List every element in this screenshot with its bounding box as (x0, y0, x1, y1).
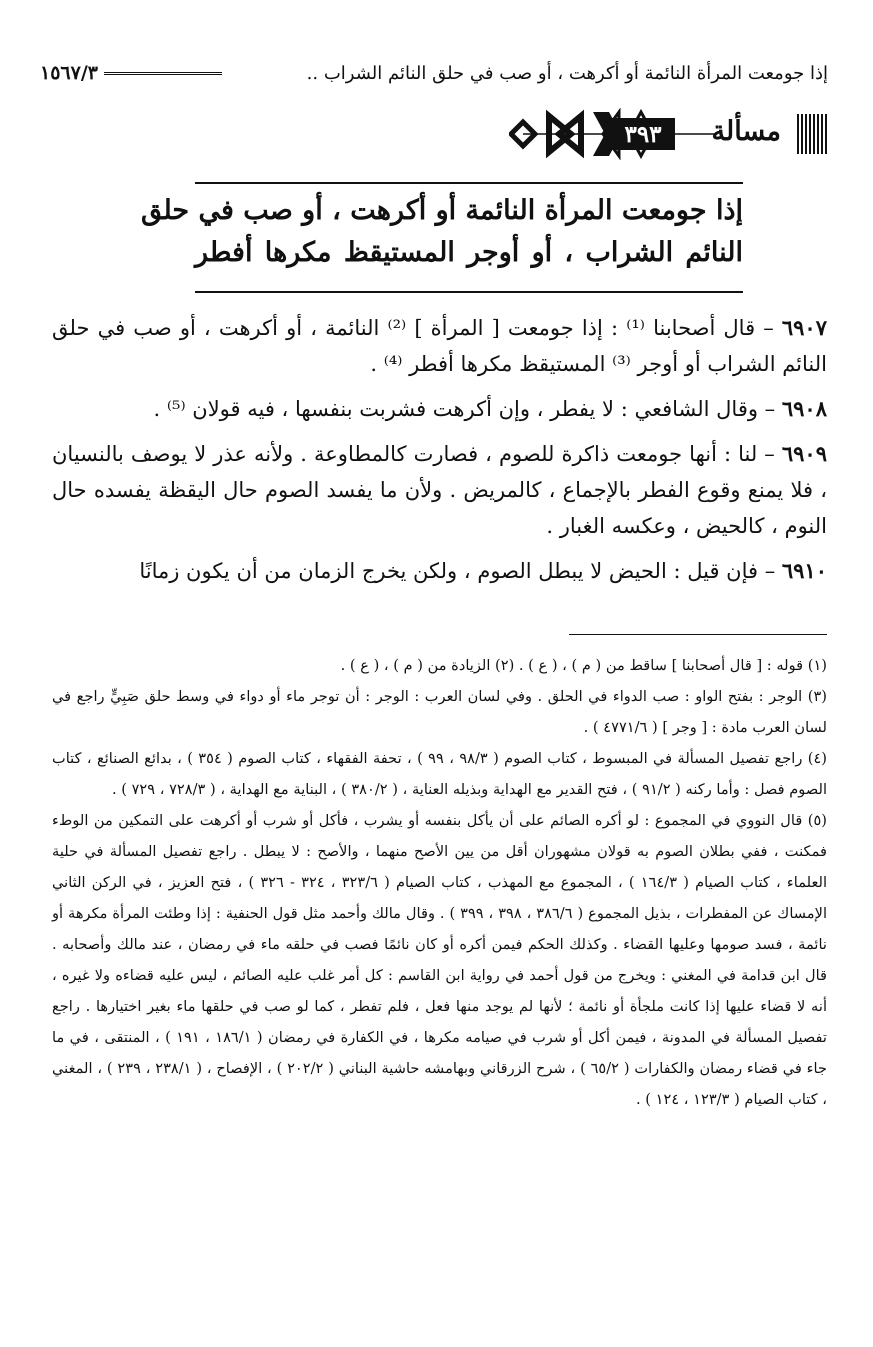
body-text (52, 310, 827, 598)
paragraph-number: ٦٩٠٧ (781, 315, 827, 340)
paragraph-number: ٦٩٠٨ (781, 396, 827, 421)
paragraph-text: – لنا : أنها جومعت ذاكرة للصوم ، فصارت كالمطاوعة . ولأنه عذر لا يوصف بالنسيان ، فلا يمنع وقوع الفطر بالإجماع ، كالمريض . ولأن ما يفسد الصوم حال اليقظة يفسده حال النوم ، كالحيض ، وعكسه الغبار . (52, 442, 827, 538)
running-head (40, 56, 828, 90)
heading-line-1: إذا جومعت المرأة النائمة أو أكرهت ، أو صب في حلق (140, 195, 743, 226)
footnote-separator (569, 634, 827, 635)
masala-number-badge: ٣٩٣ (611, 118, 675, 150)
heading-top-rule (195, 182, 743, 184)
paragraph (52, 310, 827, 382)
paragraph (52, 436, 827, 544)
paragraph-text: – فإن قيل : الحيض لا يبطل الصوم ، ولكن يخرج الزمان من أن يكون زمانًا (139, 559, 782, 583)
paragraph (52, 391, 827, 427)
running-head-page-group (40, 62, 222, 84)
issue-heading (140, 190, 743, 274)
heading-line-2: النائم الشراب ، أو أوجر المستيقظ مكرها أفطر (195, 237, 743, 268)
footnote: (٤) راجع تفصيل المسألة في المبسوط ، كتاب الصوم ( ٩٨/٣ ، ٩٩ ) ، تحفة الفقهاء ، كتاب الصوم ( ٣٥٤ ) ، بدائع الصنائع ، كتاب الصوم فصل : وأما ركنه ( ٩١/٢ ) ، فتح القدير مع الهداية وبذيله العناية ، ( ٣٨٠/٢ ) ، البناية مع الهداية ، ( ٧٢٨/٣ ، ٧٢٩ ) . (52, 750, 827, 798)
heading-bottom-rule (195, 291, 743, 293)
running-head-rule (104, 72, 222, 75)
masala-header-bar (509, 108, 827, 160)
paragraph-text: – وقال الشافعي : لا يفطر ، وإن أكرهت فشربت بنفسها ، فيه قولان ⁽⁵⁾ . (153, 397, 782, 421)
paragraph-number: ٦٩٠٩ (781, 441, 827, 466)
bars-ornament (797, 114, 827, 154)
paragraph (52, 553, 827, 589)
footnote: (٥) قال النووي في المجموع : لو أكره الصائم على أن يأكل بنفسه أو يشرب ، فأكل أو شرب أو أكرهت على التمكين من الوطء فمكنت ، ففي بطلان الصوم به قولان مشهوران أقل من يين الأصح منهما ، والأصح : لا يبطل . راجع تفصيل المسألة في حلية العلماء ، كتاب الصيام ( ١٦٤/٣ ) ، المجموع مع المهذب ، كتاب الصيام ( ٣٢٣/٦ ، ٣٢٤ - ٣٢٦ ) ، فتح العزيز ، في الركن الثاني الإمساك عن المفطرات ، بذيل المجموع ( ٣٨٦/٦ ، ٣٩٨ ، ٣٩٩ ) . وقال مالك وأحمد مثل قول الحنفية : إذا وطئت المرأة مكرهة أو نائمة ، فسد صومها وعليها القضاء . وكذلك الحكم فيمن أكره أو كان نائمًا فصب في حلقه ماء في رمضان ، عند مالك وأصحابه . قال ابن قدامة في المغني : ويخرج من قول أحمد في رواية ابن القاسم : كل أمر غلب عليه الصائم ، ليس عليه قضاءه ولا غيره ، أنه لا قضاء عليها إذا كانت ملجأة أو نائمة ؛ لأنها لم يوجد منها فعل ، فلم تفطر ، كما لو صب في حلقها ماء بغير اختيارها . راجع تفصيل المسألة في المدونة ، فيمن أكل أو شرب في صيامه مكرها ، في الكفارة في رمضان ( ١٨٦/١ ، ١٩١ ) ، المنتقى ، في ما جاء في قضاء رمضان والكفارات ( ٦٥/٢ ) ، شرح الزرقاني وبهامشه حاشية البناني ( ٢٠٢/٢ ) ، الإفصاح ، ( ٢٣٨/١ ، ٢٣٩ ) ، المغني ، كتاب الصيام ( ١٢٣/٣ ، ١٢٤ ) . (52, 812, 828, 1108)
page-number: ١٥٦٧/٣ (40, 62, 98, 84)
paragraph-number: ٦٩١٠ (781, 558, 827, 583)
footnote: (٣) الوجر : بفتح الواو : صب الدواء في الحلق . وفي لسان العرب : الوجر : أن توجر ماء أو دواء في وسط حلق صَبِيٍّ راجع في لسان العرب مادة : [ وجر ] ( ٤٧٧١/٦ ) . (52, 688, 827, 736)
paragraph-text: – قال أصحابنا ⁽¹⁾ : إذا جومعت [ المرأة ] ⁽²⁾ النائمة ، أو أكرهت ، أو صب في حلق النائم الشراب أو أوجر ⁽³⁾ المستيقظ مكرها أفطر ⁽⁴⁾ . (52, 316, 827, 376)
masala-label: مسألة (711, 116, 781, 147)
running-head-title: إذا جومعت المرأة النائمة أو أكرهت ، أو صب في حلق النائم الشراب .. (306, 62, 828, 84)
footnotes (52, 650, 827, 1115)
footnote: (١) قوله : [ قال أصحابنا ] ساقط من ( م ) ، ( ع ) . (٢) الزيادة من ( م ) ، ( ع ) . (340, 657, 827, 674)
